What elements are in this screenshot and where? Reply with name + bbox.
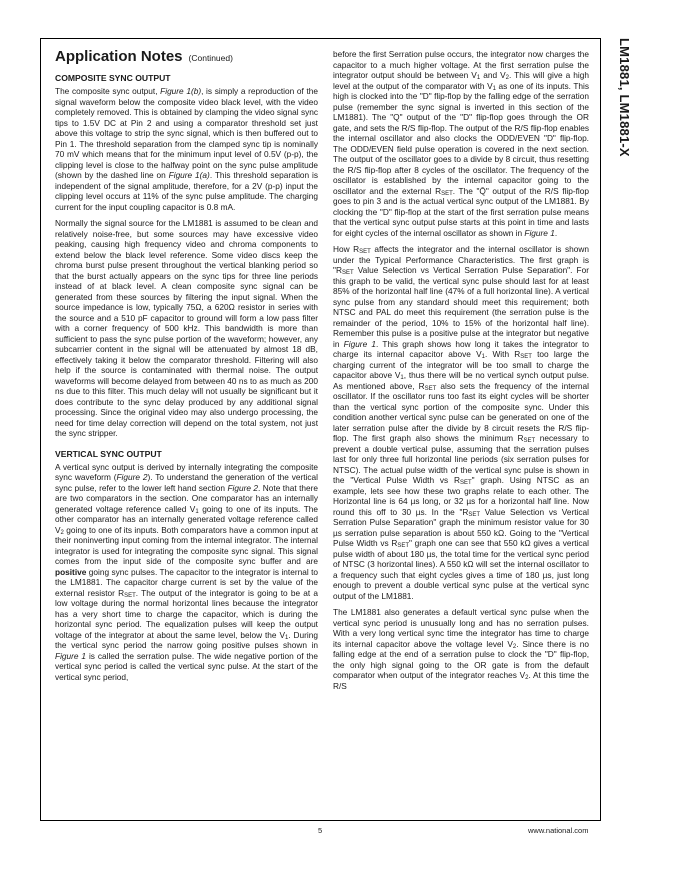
right-paragraph-3: The LM1881 also generates a default vertical sync pulse when the vertical sync period is unusually long and has no serration pulses. With a very long vertical sync time the integrator has time to charge its internal capacitor above the voltage level $V_2$. Since there is no falling edge at the end of a serration pulse to clock the "D" flip-flop, the only high signal going to the OR gate is from the default comparator when output of the integrator reaches $V_2$. At this time the R/S: [333, 607, 590, 691]
vertical-sync-heading: VERTICAL SYNC OUTPUT: [55, 448, 162, 459]
right-paragraph-2: How $R_{SET}$ affects the integrator and the internal oscillator is shown under the Typical Performance Characteristics. The first graph is "$R_{SET}$ Value Selection vs Vertical Serration Pulse Separation". For this graph to be valid, the vertical sync pulse should last for at least 85% of the horizontal half line (47% of a full horizontal line). A vertical sync pulse from any standard should meet this requirement; both NTSC and PAL do meet this requirement (the serration pulse is the remainder of the period, 10% to 15% of the horizontal half line). Remember this pulse is a positive pulse at the integrator but negative in Figure 1. This graph shows how long it takes the integrator to charge its internal capacitor above $V_1$. With $R_{SET}$ too large the charging current of the integrator will be too small to charge the capacitor above $V_1$, thus there will be no vertical synch output pulse. As mentioned above, $R_{SET}$ also sets the frequency of the internal oscillator. If the oscillator runs too fast its eight cycles will be shorter than the vertical sync portion of the composite sync. Under this condition another vertical sync pulse can be generated on one of the later serration pulse after the divide by 8 circuit resets the R/S flip-flop. The first graph also shows the minimum $R_{SET}$ necessary to prevent a double vertical pulse, assuming that the serration pulses last for only three full horizontal line periods (six serration pulses for NTSC). The actual pulse width of the vertical sync pulse is shown in the "Vertical Pulse Width vs $R_{SET}$" graph. Using NTSC as an example, lets see how these two graphs relate to each other. The Horizontal line is 64 µs long, or 32 µs for a horizontal half line. Now round this off to 30 µs. In the "$R_{SET}$ Value Selection vs Vertical Serration Pulse Separation" graph the minimum resistor value for 30 µs serration pulse separation is about 550 kΩ. Going to the "Vertical Pulse Width vs $R_{SET}$" graph one can see that 550 kΩ gives a vertical pulse width of about 180 µs, the total time for the vertical sync period of NTSC (3 horizontal lines). A 550 kΩ will set the internal oscillator to a frequency such that eight cycles gives a time of 180 µs, just long enough to prevent a double vertical sync pulse at the vertical sync output of the LM1881.: [333, 244, 590, 601]
side-title-text: LM1881, LM1881-X: [617, 38, 632, 157]
composite-sync-heading: COMPOSITE SYNC OUTPUT: [55, 73, 171, 83]
continued-label: (Continued): [188, 53, 233, 63]
left-column: [55, 48, 318, 682]
side-title: [610, 38, 640, 368]
vertical-sync-paragraph-1: A vertical sync output is derived by internally integrating the composite sync waveform (Figure 2). To understand the generation of the vertical sync pulse, refer to the lower left hand section Figure 2. Note that there are two comparators in the section. One comparator has an internally generated voltage reference called $V_1$ going to one of its inputs. The other comparator has an internally generated voltage reference called $V_2$ going to one of its inputs. Both comparators have a common input at their noninverting input coming from the internal integrator. The internal integrator is used for integrating the composite sync signal. This signal comes from the input side of the composite sync buffer and are positive going sync pulses. The capacitor to the integrator is internal to the LM1881. The capacitor charge current is set by the value of the external resistor $R_{SET}$. The output of the integrator is going to be at a low voltage during the normal horizontal lines because the integrator has a very short time to charge the capacitor, which is during the horizontal sync period. The equalization pulses will keep the output voltage of the integrator at about the same level, below the $V_1$. During the vertical sync period the narrow going positive pulses shown in Figure 1 is called the serration pulse. The wide negative portion of the vertical sync period is called the vertical sync pulse. At the start of the vertical sync period,: [55, 461, 319, 682]
composite-sync-paragraph-1: The composite sync output, Figure 1(b), is simply a reproduction of the signal waveform below the composite video black level, with the video completely removed. This is obtained by clamping the video signal sync tips to 1.5V DC at Pin 2 and using a comparator threshold set just above this voltage to strip the sync signal, which is then buffered out to Pin 1. The threshold separation from the clamped sync tip is nominally 70 mV which means that for the minimum input level of 0.5V (p-p), the clipping level is close to the halfway point on the sync pulse amplitude (shown by the dashed line on Figure 1(a). This threshold separation is independent of the signal amplitude, therefore, for a 2V (p-p) input the clipping level occurs at 11% of the sync pulse amplitude. The charging current for the input coupling capacitor is 0.8 mA.: [55, 86, 319, 212]
page-title-text: Application Notes: [55, 48, 183, 65]
website-link[interactable]: www.national.com: [528, 826, 589, 835]
page-number: 5: [318, 826, 323, 835]
composite-sync-paragraph-2: Normally the signal source for the LM1881 is assumed to be clean and relatively noise-free, but some sources may have excessive video peaking, causing high frequency video and chroma components to extend below the black level reference. Some video discs keep the chroma burst pulse present throughout the vertical blanking period so that the burst actually appears on the sync tips for three line periods instead of at black level. A clean composite sync signal can be generated from these sources by filtering the input signal. When the source impedance is low, typically 75Ω, a 620Ω resistor in series with the source and a 510 pF capacitor to ground will form a low pass filter with a corner frequency of 500 kHz. This bandwidth is more than sufficient to pass the sync pulse portion of the waveform; however, any subcarrier content in the signal will be attenuated by almost 18 dB, effectively taking it below the comparator threshold. Filtering will also help if the source is contaminated with thermal noise. The output waveforms will become delayed from between 40 ns to as much as 200 ns due to this filter. This much delay will not usually be significant but it does contribute to the sync delay produced by any additional signal processing. Since the original video may also undergo processing, the need for time delay correction will depend on the total system, not just the sync stripper.: [55, 218, 318, 438]
page-title: [55, 48, 318, 67]
right-paragraph-1: before the first Serration pulse occurs, the integrator now charges the capacitor to a much higher voltage. At the first serration pulse the integrator output should be between $V_1$ and $V_2$. This will give a high level at the output of the comparator with $V_1$ as one of its inputs. This high is clocked into the "D" flip-flop by the falling edge of the serration pulse (remember the sync signal is inverted in this section of the LM1881). The "Q" output of the "D" flip-flop goes through the OR gate, and sets the R/S flip-flop. The output of the R/S flip-flop enables the internal oscillator and also clocks the ODD/EVEN "D" flip-flop. The ODD/EVEN field pulse operation is covered in the next section. The output of the oscillator goes to a divide by 8 circuit, thus resetting the R/S flip-flop after 8 cycles of the oscillator. The frequency of the oscillator is established by the internal capacitor going to the oscillator and the external $R_{SET}$. The "Q̄" output of the R/S flip-flop goes to pin 3 and is the actual vertical sync output of the LM1881. By clocking the "D" flip-flop at the start of the first serration pulse means that the vertical sync output pulse starts at this point in time and lasts for eight cycles of the internal oscillator as shown in Figure 1.: [333, 49, 590, 238]
right-column: [333, 49, 589, 691]
